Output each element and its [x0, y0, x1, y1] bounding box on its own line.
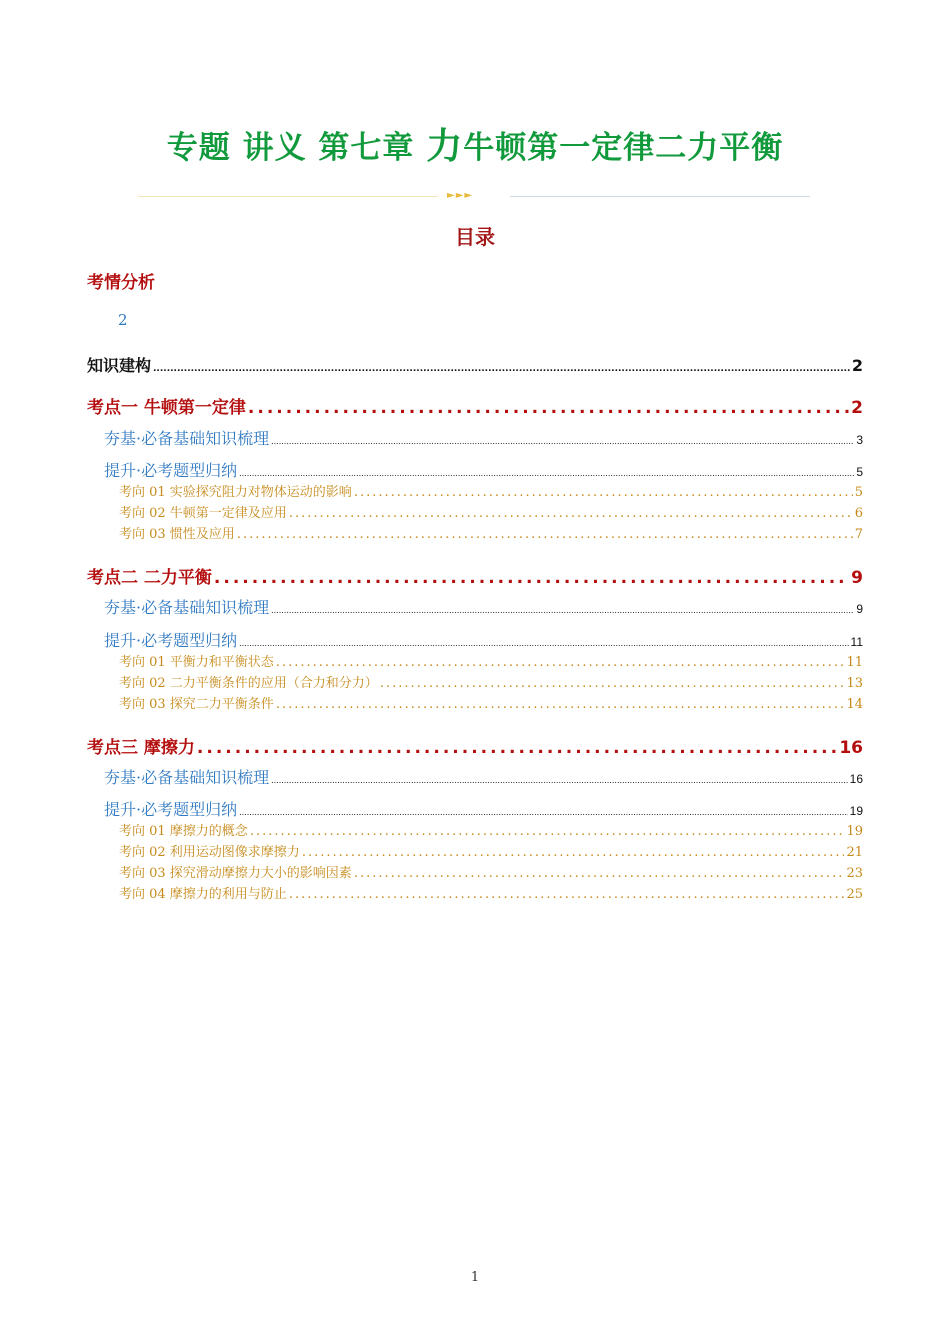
toc-entry-page: 19	[849, 804, 863, 818]
toc-leader-dots	[289, 887, 845, 902]
toc-entry-text: 考向 01 平衡力和平衡状态	[119, 655, 274, 670]
toc-entry-page: 2	[118, 311, 128, 329]
toc-entry[interactable]	[119, 841, 863, 860]
toc-entry-page: 3	[856, 433, 863, 447]
divider-left-line	[138, 196, 438, 197]
toc-leader-dots	[271, 606, 854, 615]
toc-entry[interactable]	[119, 523, 863, 542]
toc-entry[interactable]	[87, 393, 863, 418]
title-part1: 专题 讲义 第七章	[166, 130, 427, 166]
toc-entry-text: 提升·必考题型归纳	[104, 800, 238, 819]
toc-leader-dots	[214, 568, 849, 588]
toc-leader-dots	[380, 676, 845, 691]
toc-leader-dots	[276, 697, 845, 712]
toc-entry-page: 19	[846, 824, 863, 839]
divider-right-line	[510, 196, 810, 197]
page-number: 1	[470, 1270, 480, 1285]
toc-entry-text: 提升·必考题型归纳	[104, 461, 238, 480]
toc-entry-text: 考向 03 惯性及应用	[119, 527, 235, 542]
toc-entry-text: 考点一 牛顿第一定律	[87, 398, 246, 418]
title-big-char: 力	[426, 126, 464, 167]
title-part2: 牛顿第一定律二力平衡	[463, 130, 784, 166]
toc-entry[interactable]	[119, 481, 863, 500]
toc-entry[interactable]	[119, 651, 863, 670]
toc-leader-dots	[354, 485, 853, 500]
toc-leader-dots	[239, 639, 848, 648]
toc-title: 目录	[455, 225, 495, 249]
toc-entry[interactable]	[87, 268, 863, 293]
toc-leader-dots	[271, 437, 854, 446]
toc-entry-text: 考向 02 利用运动图像求摩擦力	[119, 845, 300, 860]
toc-leader-dots	[248, 398, 849, 418]
toc-entry[interactable]	[119, 883, 863, 902]
toc-leader-dots	[250, 824, 845, 839]
toc-entry-text: 考点三 摩擦力	[87, 738, 195, 758]
toc-leader-dots	[276, 655, 845, 670]
toc-entry-text: 考向 02 二力平衡条件的应用（合力和分力）	[119, 676, 378, 691]
toc-entry-page: 11	[846, 655, 863, 670]
toc-entry-page: 6	[854, 506, 863, 521]
toc-entry-page: 23	[846, 866, 863, 881]
toc-entry-page: 21	[846, 845, 863, 860]
toc-entry-page: 2	[851, 398, 863, 418]
toc-entry-text: 考点二 二力平衡	[87, 568, 212, 588]
toc-entry-page: 25	[846, 887, 863, 902]
toc-entry-page: 9	[851, 568, 863, 588]
divider-arrow-icon: ►►►	[447, 190, 474, 201]
toc-entry-page: 13	[846, 676, 863, 691]
toc-entry-text: 考情分析	[87, 273, 155, 293]
toc-entry-text: 夯基·必备基础知识梳理	[104, 768, 270, 787]
toc-entry[interactable]	[104, 426, 863, 449]
toc-leader-dots	[153, 364, 850, 374]
toc-entry-text: 考向 03 探究二力平衡条件	[119, 697, 274, 712]
toc-entry-text: 提升·必考题型归纳	[104, 631, 238, 650]
title-divider	[138, 192, 810, 202]
toc-entry[interactable]	[104, 458, 863, 481]
toc-entry-page: 11	[850, 635, 863, 649]
toc-entry-page: 16	[839, 738, 863, 758]
toc-entry-text: 知识建构	[87, 356, 152, 375]
toc-entry-text: 夯基·必备基础知识梳理	[104, 598, 270, 617]
toc-entry-text: 考向 01 摩擦力的概念	[119, 824, 248, 839]
toc-entry-text: 夯基·必备基础知识梳理	[104, 429, 270, 448]
toc-entry[interactable]	[104, 797, 863, 820]
toc-leader-dots	[237, 527, 853, 542]
toc-entry[interactable]	[119, 862, 863, 881]
toc-leader-dots	[239, 808, 848, 817]
toc-entry[interactable]	[119, 820, 863, 839]
toc-entry[interactable]	[104, 765, 863, 788]
toc-entry[interactable]	[87, 353, 863, 376]
toc-entry[interactable]	[104, 628, 863, 651]
toc-entry-text: 考向 03 探究滑动摩擦力大小的影响因素	[119, 866, 352, 881]
toc-leader-dots	[354, 866, 845, 881]
toc-leader-dots	[289, 506, 853, 521]
toc-entry-page: 7	[854, 527, 863, 542]
toc-entry-text: 考向 04 摩擦力的利用与防止	[119, 887, 287, 902]
toc-entry-page: 5	[854, 485, 863, 500]
toc-leader-dots	[271, 776, 848, 785]
toc-leader-dots	[302, 845, 845, 860]
toc-entry-text: 考向 01 实验探究阻力对物体运动的影响	[119, 485, 352, 500]
toc-entry-page: 16	[849, 772, 863, 786]
document-title	[0, 118, 950, 169]
toc-entry-page: 2	[851, 356, 863, 375]
toc-entry[interactable]	[119, 502, 863, 521]
toc-leader-dots	[239, 469, 854, 478]
toc-entry[interactable]	[104, 595, 863, 618]
toc-entry-page: 9	[856, 602, 863, 616]
toc-entry[interactable]	[119, 672, 863, 691]
toc-leader-dots	[197, 738, 837, 758]
toc-entry[interactable]	[87, 563, 863, 588]
toc-entry-text: 考向 02 牛顿第一定律及应用	[119, 506, 287, 521]
toc-entry[interactable]	[119, 693, 863, 712]
toc-entry[interactable]	[87, 733, 863, 758]
toc-entry-page: 14	[846, 697, 863, 712]
toc-entry-page: 5	[856, 465, 863, 479]
